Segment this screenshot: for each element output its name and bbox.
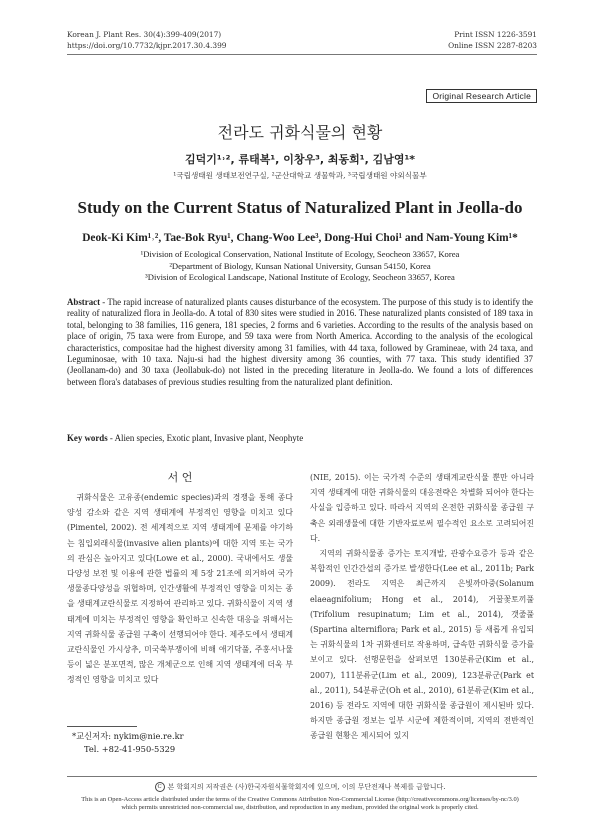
- english-title: Study on the Current Status of Naturalized Plant in Jeolla-do: [77, 198, 523, 217]
- doi-link[interactable]: https://doi.org/10.7732/kjpr.2017.30.4.399: [67, 41, 227, 50]
- affiliation-2: ²Department of Biology, Kunsan National University, Gunsan 54150, Korea: [169, 260, 431, 271]
- copyright-notice: [0, 782, 600, 792]
- keywords-label: Key words: [67, 433, 108, 443]
- corresponding-tel: Tel. +82-41-950-5329: [84, 744, 176, 754]
- license-notice: [60, 796, 540, 813]
- footnote-divider: [67, 726, 137, 727]
- header-divider: [67, 54, 537, 55]
- english-authors: Deok-Ki Kim¹˒², Tae-Bok Ryu¹, Chang-Woo Lee³, Dong-Hui Choi¹ and Nam-Young Kim¹*: [82, 232, 518, 244]
- intro-paragraph-2: 지역의 귀화식물종 증가는 토지개발, 관광수요증가 등과 같은 복합적인 인간간섭의 증가로 발생한다(Lee et al., 2011b; Park 2009). 전라도 지역은 최근까지 은빛까마중(Solanum elaeagnifolium; Hong et al., 2014), 거꿀꽃토끼풀(Trifolium resupinatum; Lim et al., 2014), 갯줄풀(Spartina alterniflora; Park et al., 2015) 등 새롭게 유입되는 귀화식물의 1차 귀화센터로 작용하며, 급속한 귀화식물 증가를 보이고 있다. 선행문헌을 살펴보면 130분류군(Kim et al., 2007), 111분류군(Lim et al., 2009), 123분류군(Park et al., 2011), 54분류군(Oh et al., 2010), 61분류군(Kim et al., 2016) 등 전라도 지역에 대한 귀화식물 종급원이 제시된바 있다. 하지만 종급원 정보는 일부 시군에 제한적이며, 지역의 전반적인 종급원 현황은 제시되어 있지: [310, 549, 534, 741]
- corresponding-email: *교신저자: nykim@nie.re.kr: [72, 731, 184, 741]
- license-line-1: This is an Open-Access article distributed under the terms of the Creative Commons Attribution Non-Commercial License (http://creativecommons.org/licenses/by-nc/3.0): [81, 796, 519, 803]
- footer-divider: [67, 776, 537, 777]
- copyright-icon: C: [155, 782, 165, 792]
- article-type-badge: Original Research Article: [426, 89, 537, 103]
- online-issn: Online ISSN 2287-8203: [448, 41, 537, 50]
- intro-paragraph-1-cont: (NIE, 2015). 이는 국가적 수준의 생태계교란식물 뿐만 아니라 지역 생태계에 대한 귀화식물의 대응전략은 차별화 되어야 한다는 사실을 입증하고 있다. 따라서 지역의 온전한 귀화식물 종급원 구축은 외래생물에 대한 기반자료로써 필수적인 요소로 고려되어진다.: [310, 473, 534, 543]
- journal-citation: Korean J. Plant Res. 30(4):399-409(2017): [67, 30, 222, 39]
- copyright-text: 본 학회지의 저작권은 (사)한국자원식물학회지에 있으며, 이의 무단전재나 복제를 금합니다.: [167, 783, 446, 791]
- corresponding-author-footnote: [72, 730, 184, 756]
- journal-header: [67, 29, 226, 51]
- keywords: [67, 433, 303, 443]
- body-column-right: [310, 470, 534, 744]
- abstract: [67, 297, 533, 388]
- license-line-2: which permits unrestricted non-commercial use, distribution, and reproduction in any medium, provided the original work is properly cited.: [121, 804, 479, 812]
- abstract-text: - The rapid increase of naturalized plants causes disturbance of the ecosystem. The purpose of this study is to identify the reality of naturalized flora in Jeolla-do. A total of 830 sites were studied in 2016. These naturalized plants consisted of 189 taxa in total, belonging to 38 families, 116 genera, 181 species, 2 forms and 6 varieties. According to the results of the analysis based on place of origin, 75 taxa were from Europe, and 59 taxa were from North America. According to the analysis of the ecological characteristics, compositae had the highest diversity among 31 families, with 44 taxa, followed by Gramineae, with 24 taxa, and Leguminosae, with 10 taxa. Naju-si had the highest diversity among 36 counties, with 77 taxa. This study identified 37 (Jeollanam-do) and 30 taxa (Jeollabuk-do) not listed in the preceding literature in Jeolla-do. We found a lots of differences between flora's databases of previous studies resulting from the naturalized plant definition.: [67, 297, 533, 387]
- korean-title: 전라도 귀화식물의 현황: [217, 123, 383, 142]
- body-column-left: [67, 490, 293, 688]
- issn-block: [448, 29, 537, 51]
- affiliation-1: ¹Division of Ecological Conservation, National Institute of Ecology, Seocheon 33657, Korea: [140, 249, 460, 259]
- korean-authors: 김덕기¹˒², 류태복¹, 이창우³, 최동희¹, 김남영¹*: [184, 153, 416, 166]
- keywords-text: - Alien species, Exotic plant, Invasive plant, Neophyte: [107, 433, 304, 443]
- print-issn: Print ISSN 1226-3591: [454, 30, 537, 39]
- korean-affiliations: ¹국립생태원 생태보전연구실, ²군산대학교 생물학과, ³국립생태원 야외식물부: [173, 171, 427, 180]
- section-title-introduction: 서 언: [167, 471, 193, 484]
- intro-paragraph-1: 귀화식물은 고유종(endemic species)과의 경쟁을 통해 종다양성 감소와 같은 지역 생태계에 부정적인 영향을 미치고 있다(Pimentel, 2002). 전 세계적으로 지역 생태계에 문제를 야기하는 침입외래식물(invasive alien plants)에 대한 지역 또는 국가의 관심은 높아지고 있다(Lowe et al., 2000). 국내에서도 생물다양성 보전 및 이용에 관한 법률의 제 5장 21조에 의거하여 국가 생물종다양성을 위협하며, 인간생활에 부정적인 영향을 미치는 종을 생태계교란식물로 지정하여 관리하고 있다. 귀화식물이 지역 생태계에 미치는 부정적인 영향을 확인하고 신속한 대응을 위해서는 지역 귀화식물 종급원 구축이 선행되어야 한다. 제주도에서 생태계 교란식물인 가시상추, 미국쑥부쟁이에 비해 애기닥풀, 주홍서나물 등이 넓은 분포면적, 많은 개체군으로 인해 지역 생태계에 더욱 부정적인 영향을 미치고 있다: [67, 493, 293, 685]
- abstract-label: Abstract: [67, 297, 101, 307]
- english-affiliations: [0, 249, 600, 284]
- affiliation-3: ³Division of Ecological Landscape, National Institute of Ecology, Seocheon 33657, Korea: [145, 272, 455, 282]
